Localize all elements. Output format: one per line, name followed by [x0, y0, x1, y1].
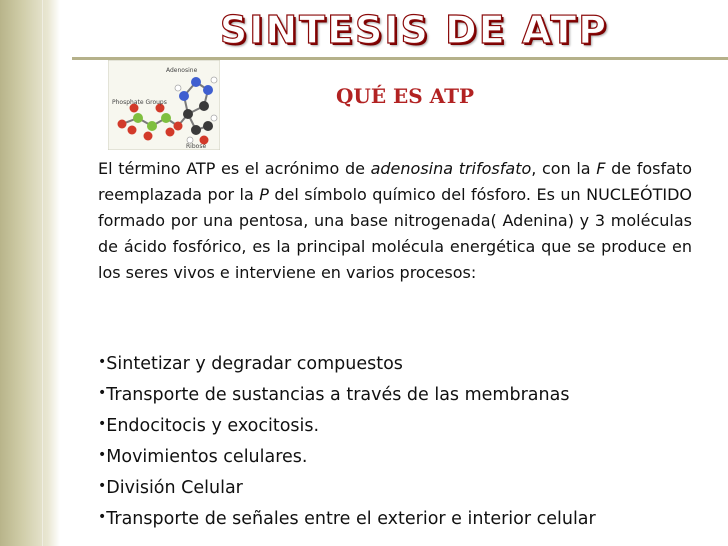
oxygen-atom [166, 128, 175, 137]
paragraph-text-part: de fosfato reemplazada por la [98, 159, 693, 204]
list-item [98, 472, 718, 503]
list-item-text: División Celular [106, 478, 243, 498]
atp-molecule-illustration [108, 60, 220, 150]
paragraph-italic-letter: F [596, 159, 606, 178]
left-decorative-bar [0, 0, 60, 546]
atp-molecule-image [108, 60, 220, 150]
phosphorus-atom [161, 113, 171, 123]
slide-title: SINTESIS DE ATP [219, 8, 609, 52]
carbon-atom [183, 109, 193, 119]
phosphorus-atom [147, 121, 157, 131]
oxygen-atom [174, 122, 183, 131]
list-item-text: Transporte de señales entre el exterior e interior celular [106, 509, 596, 529]
left-bar-divider [42, 0, 43, 546]
list-item-text: Endocitocis y exocitosis. [106, 416, 320, 436]
phosphate-groups-label: Phosphate Groups [112, 99, 167, 106]
oxygen-atom [118, 120, 127, 129]
oxygen-atom [144, 132, 153, 141]
atp-definition-paragraph [98, 156, 692, 286]
list-item [98, 379, 718, 410]
bullet-marker: • [98, 354, 107, 370]
paragraph-italic-term: adenosina trifosfato [370, 159, 532, 178]
bullet-marker: • [98, 447, 107, 463]
paragraph-text-part: del símbolo químico del fósforo. Es un NUCLEÓTIDO formado por una pentosa, una base nitrogenada( Adenina) y 3 moléculas de ácido fosfórico, es la principal molécula energética que se produce en los seres vivos e interviene en varios procesos: [98, 185, 692, 282]
slide-subtitle: QUÉ ES ATP [335, 84, 475, 108]
nitrogen-atom [203, 85, 213, 95]
adenosine-label: Adenosine [166, 67, 198, 74]
paragraph-text-part: , con la [531, 159, 597, 178]
process-bullet-list [98, 348, 718, 534]
list-item [98, 348, 718, 379]
list-item-text: Movimientos celulares. [106, 447, 308, 467]
nitrogen-atom [191, 77, 201, 87]
hydrogen-atom [211, 77, 217, 83]
carbon-atom [199, 101, 209, 111]
bullet-marker: • [98, 509, 107, 525]
carbon-atom [191, 125, 201, 135]
list-item [98, 503, 718, 534]
hydrogen-atom [211, 115, 217, 121]
ribose-label: Ribose [186, 143, 207, 150]
bullet-marker: • [98, 385, 107, 401]
list-item [98, 441, 718, 472]
list-item-text: Sintetizar y degradar compuestos [106, 354, 403, 374]
hydrogen-atom [175, 85, 181, 91]
oxygen-atom [128, 126, 137, 135]
paragraph-text-part: El término ATP es el acrónimo de [98, 159, 371, 178]
paragraph-italic-letter: P [259, 185, 269, 204]
phosphorus-atom [133, 113, 143, 123]
list-item-text: Transporte de sustancias a través de las membranas [106, 385, 570, 405]
nitrogen-atom [179, 91, 189, 101]
carbon-atom [203, 121, 213, 131]
bullet-marker: • [98, 416, 107, 432]
list-item [98, 410, 718, 441]
bullet-marker: • [98, 478, 107, 494]
